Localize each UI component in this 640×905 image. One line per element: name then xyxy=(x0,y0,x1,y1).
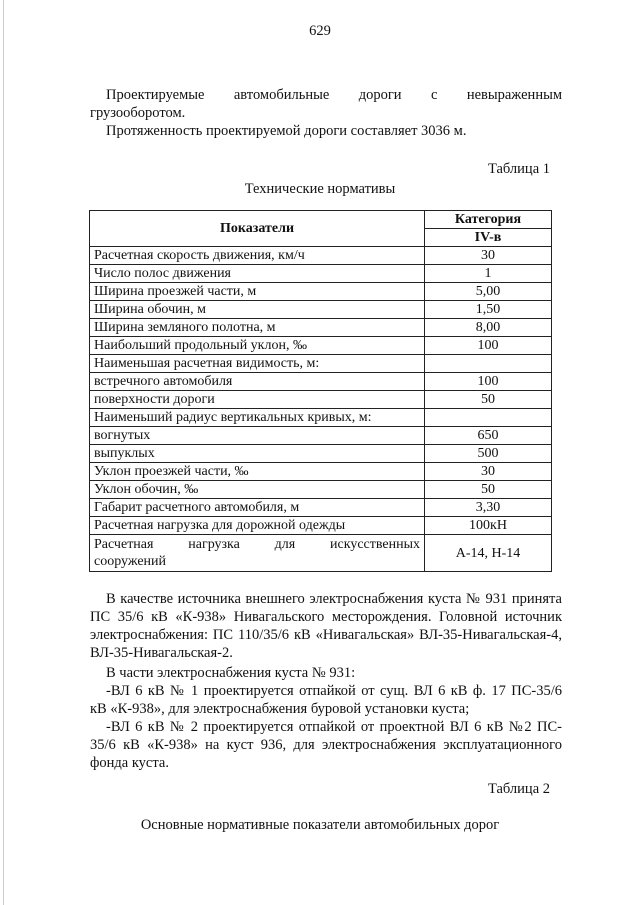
power-line-2: ПС 35/6 кВ «К-938» Нивагальского месторождения. Головной источник xyxy=(90,609,562,625)
row-name: Наибольший продольный уклон, ‰ xyxy=(90,337,425,355)
table2-label: Таблица 2 xyxy=(487,781,550,797)
row-value: 100 xyxy=(425,337,552,355)
row-value: 650 xyxy=(425,427,552,445)
row-name: Наименьшая расчетная видимость, м: xyxy=(90,355,425,373)
row-value: 100 xyxy=(425,373,552,391)
row-value xyxy=(425,355,552,373)
scan-edge xyxy=(3,0,4,905)
power-p3-line-1: -ВЛ 6 кВ № 1 проектируется отпайкой от сущ. ВЛ 6 кВ ф. 17 ПС-35/6 xyxy=(106,683,562,699)
power-paragraph-1 xyxy=(90,590,562,662)
row-value: 1 xyxy=(425,265,552,283)
row-name: Число полос движения xyxy=(90,265,425,283)
row-name: Ширина проезжей части, м xyxy=(90,283,425,301)
power-line-4: ВЛ-35-Нивагальская-2. xyxy=(90,645,233,661)
table-row xyxy=(90,337,552,355)
row-value: 50 xyxy=(425,391,552,409)
table-row xyxy=(90,319,552,337)
power-paragraph-3 xyxy=(90,682,562,718)
row-name: Расчетная нагрузка для дорожной одежды xyxy=(90,517,425,535)
intro-line-2: грузооборотом. xyxy=(90,105,186,121)
table-header-row xyxy=(90,211,552,229)
row-value: 30 xyxy=(425,463,552,481)
table-row xyxy=(90,247,552,265)
row-name-multiline xyxy=(90,535,425,572)
technical-norms-table xyxy=(89,210,552,572)
row-name: Уклон обочин, ‰ xyxy=(90,481,425,499)
table-row xyxy=(90,301,552,319)
power-line-1: В качестве источника внешнего электроснабжения куста № 931 принята xyxy=(106,591,562,607)
table-row xyxy=(90,373,552,391)
row-name: Уклон проезжей части, ‰ xyxy=(90,463,425,481)
power-p4-line-1: -ВЛ 6 кВ № 2 проектируется отпайкой от проектной ВЛ 6 кВ №2 ПС- xyxy=(106,719,562,735)
table-row xyxy=(90,355,552,373)
power-p4-line-2: 35/6 кВ «К-938» на куст 936, для электроснабжения эксплуатационного xyxy=(90,737,562,753)
header-category-value: IV-в xyxy=(425,229,552,247)
power-paragraph-4 xyxy=(90,718,562,772)
table1-title: Технические нормативы xyxy=(244,181,396,197)
intro-line-1: Проектируемые автомобильные дороги с невыраженным xyxy=(106,87,562,103)
table-row xyxy=(90,445,552,463)
intro-length: Протяженность проектируемой дороги составляет 3036 м. xyxy=(106,123,467,139)
table-row xyxy=(90,517,552,535)
row-value: 500 xyxy=(425,445,552,463)
row-value: А-14, Н-14 xyxy=(425,535,552,572)
row-name: вогнутых xyxy=(90,427,425,445)
row-name: Наименьший радиус вертикальных кривых, м: xyxy=(90,409,425,427)
row-name-line-1: Расчетная нагрузка для искусственных xyxy=(94,537,420,552)
row-name: выпуклых xyxy=(90,445,425,463)
power-p4-line-3: фонда куста. xyxy=(90,755,169,771)
power-paragraph-2: В части электроснабжения куста № 931: xyxy=(106,665,356,681)
power-p3-line-2: кВ «К-938», для электроснабжения буровой установки куста; xyxy=(90,701,470,717)
table-row xyxy=(90,391,552,409)
row-name: Ширина обочин, м xyxy=(90,301,425,319)
row-value: 50 xyxy=(425,481,552,499)
intro-paragraph xyxy=(90,86,562,122)
table2-title: Основные нормативные показатели автомобильных дорог xyxy=(140,817,500,833)
row-value: 100кН xyxy=(425,517,552,535)
page-number: 629 xyxy=(309,23,331,39)
table-row xyxy=(90,409,552,427)
table-row xyxy=(90,427,552,445)
row-name: поверхности дороги xyxy=(90,391,425,409)
row-name: Габарит расчетного автомобиля, м xyxy=(90,499,425,517)
power-line-3: электроснабжения: ПС 110/35/6 кВ «Нивагальская» ВЛ-35-Нивагальская-4, xyxy=(90,627,562,643)
row-name: встречного автомобиля xyxy=(90,373,425,391)
row-name-line-2: сооружений xyxy=(94,554,167,569)
table-row xyxy=(90,499,552,517)
table-row-last xyxy=(90,535,552,572)
header-indicator: Показатели xyxy=(90,211,425,247)
row-value: 1,50 xyxy=(425,301,552,319)
row-name: Ширина земляного полотна, м xyxy=(90,319,425,337)
header-category: Категория xyxy=(425,211,552,229)
row-value: 8,00 xyxy=(425,319,552,337)
table-row xyxy=(90,481,552,499)
table-row xyxy=(90,463,552,481)
row-value: 30 xyxy=(425,247,552,265)
table1-label: Таблица 1 xyxy=(487,161,550,177)
table-row xyxy=(90,265,552,283)
row-value xyxy=(425,409,552,427)
row-value: 5,00 xyxy=(425,283,552,301)
table-row xyxy=(90,283,552,301)
row-name: Расчетная скорость движения, км/ч xyxy=(90,247,425,265)
row-value: 3,30 xyxy=(425,499,552,517)
